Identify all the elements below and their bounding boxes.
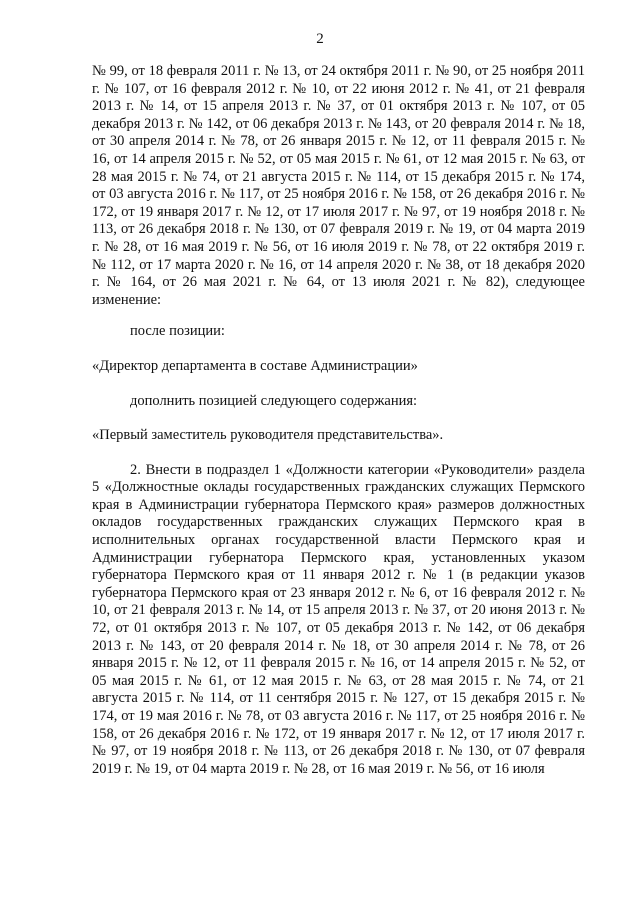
document-body: [92, 63, 585, 778]
new-position-quote: «Первый заместитель руководителя представительства».: [92, 427, 444, 444]
item-2-paragraph: 2. Внести в подраздел 1 «Должности категории «Руководители» раздела 5 «Должностные оклады государственных гражданских служащих Пермского края в Администрации губернатора Пермского края» размеров должностных окладов государственных гражданских служащих Пермского края в исполнительных органах государственной власти Пермского края и Администрации губернатора Пермского края, установленных указом губернатора Пермского края от 11 января 2012 г. № 1 (в редакции указов губернатора Пермского края от 23 января 2012 г. № 6, от 16 февраля 2012 г. № 10, от 21 февраля 2013 г. № 14, от 15 апреля 2013 г. № 37, от 20 июня 2013 г. № 72, от 01 октября 2013 г. № 107, от 05 декабря 2013 г. № 142, от 06 декабря 2013 г. № 143, от 20 февраля 2014 г. № 18, от 30 апреля 2014 г. № 78, от 26 января 2015 г. № 12, от 11 февраля 2015 г. № 16, от 14 апреля 2015 г. № 52, от 05 мая 2015 г. № 61, от 12 мая 2015 г. № 63, от 28 мая 2015 г. № 74, от 21 августа 2015 г. № 114, от 11 сентября 2015 г. № 127, от 15 декабря 2015 г. № 174, от 19 мая 2016 г. № 78, от 03 августа 2016 г. № 117, от 25 ноября 2016 г. № 158, от 26 декабря 2016 г. № 172, от 19 января 2017 г. № 12, от 17 июля 2017 г. № 97, от 19 ноября 2018 г. № 113, от 26 декабря 2018 г. № 130, от 07 февраля 2019 г. № 19, от 04 марта 2019 г. № 28, от 16 мая 2019 г. № 56, от 16 июля: [92, 461, 585, 777]
amendment-history-paragraph: № 99, от 18 февраля 2011 г. № 13, от 24 октября 2011 г. № 90, от 25 ноября 2011 г. № 107, от 16 февраля 2012 г. № 10, от 22 июня 2012 г. № 41, от 21 февраля 2013 г. № 14, от 15 апреля 2013 г. № 37, от 01 октября 2013 г. № 107, от 05 декабря 2013 г. № 142, от 06 декабря 2013 г. № 143, от 20 февраля 2014 г. № 18, от 30 апреля 2014 г. № 78, от 26 января 2015 г. № 12, от 11 февраля 2015 г. № 16, от 14 апреля 2015 г. № 52, от 05 мая 2015 г. № 61, от 12 мая 2015 г. № 63, от 28 мая 2015 г. № 74, от 21 августа 2015 г. № 114, от 15 декабря 2015 г. № 174, от 03 августа 2016 г. № 117, от 25 ноября 2016 г. № 158, от 26 декабря 2016 г. № 172, от 19 января 2017 г. № 12, от 17 июля 2017 г. № 97, от 19 ноября 2018 г. № 113, от 26 декабря 2018 г. № 130, от 07 февраля 2019 г. № 19, от 04 марта 2019 г. № 28, от 16 мая 2019 г. № 56, от 16 июля 2019 г. № 78, от 22 октября 2019 г. № 112, от 17 марта 2020 г. № 16, от 14 апреля 2020 г. № 38, от 18 декабря 2020 г. № 164, от 26 мая 2021 г. № 64, от 13 июля 2021 г. № 82), следующее изменение:: [92, 63, 585, 308]
page-number: 2: [316, 31, 324, 47]
existing-position-quote: «Директор департамента в составе Администрации»: [92, 357, 418, 374]
after-position-label: после позиции:: [130, 323, 225, 340]
supplement-instruction: дополнить позицией следующего содержания:: [130, 392, 418, 409]
